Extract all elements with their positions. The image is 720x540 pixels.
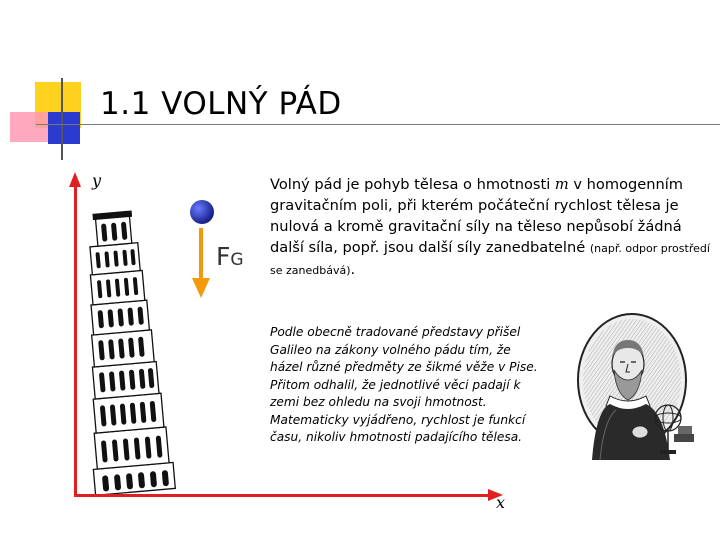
- free-fall-definition: [270, 174, 715, 281]
- galileo-line: Galileo na zákony volného pádu tím, že: [270, 342, 511, 357]
- gravity-force-arrow-shaft: [199, 228, 203, 282]
- definition-part-2: v homogenním gravitačním poli, při kterém počáteční rychlost tělesa je nulová a kromě gravitační síly na těleso nepůsobí žádná další síla, popř. jsou další síly zanedbatelné: [270, 176, 684, 256]
- galileo-line: Přitom odhalil, že jednotlivé věci padají k: [270, 377, 521, 392]
- galileo-line: Podle obecně tradované představy přišel: [270, 325, 521, 339]
- falling-ball: [190, 200, 214, 224]
- gravity-force-arrowhead: [192, 278, 210, 298]
- slide-title: 1.1 VOLNÝ PÁD: [100, 86, 342, 122]
- galileo-line: Matematicky vyjádřeno, rychlost je funkcí: [270, 412, 526, 427]
- leaning-tower-of-pisa-illustration: [84, 198, 184, 498]
- title-decoration-blue-square: [48, 112, 80, 144]
- title-underline: [36, 124, 720, 125]
- definition-end: .: [350, 261, 356, 278]
- galileo-line: času, nikoliv hmotnosti padajícího tělesa.: [270, 430, 523, 444]
- x-axis-label: x: [496, 493, 506, 512]
- x-axis-line: [74, 494, 490, 497]
- galileo-paragraph: [270, 324, 570, 464]
- galileo-line: házel různé předměty ze šikmé věže v Pise.: [270, 360, 538, 374]
- mass-symbol: m: [554, 176, 569, 193]
- y-axis-label: y: [92, 171, 102, 190]
- definition-note: (např. odpor prostředí se zanedbává): [270, 242, 710, 277]
- force-symbol: F: [216, 242, 231, 271]
- definition-part-1: Volný pád je pohyb tělesa o hmotnosti: [270, 176, 555, 193]
- title-decoration-vertical-line: [61, 78, 63, 160]
- galileo-portrait: [570, 310, 698, 462]
- gravity-force-label: [216, 242, 244, 271]
- force-subscript: G: [230, 250, 244, 270]
- y-axis-arrowhead: [69, 172, 81, 187]
- y-axis-line: [74, 185, 77, 497]
- galileo-line: zemi bez ohledu na svoji hmotnost.: [270, 395, 487, 409]
